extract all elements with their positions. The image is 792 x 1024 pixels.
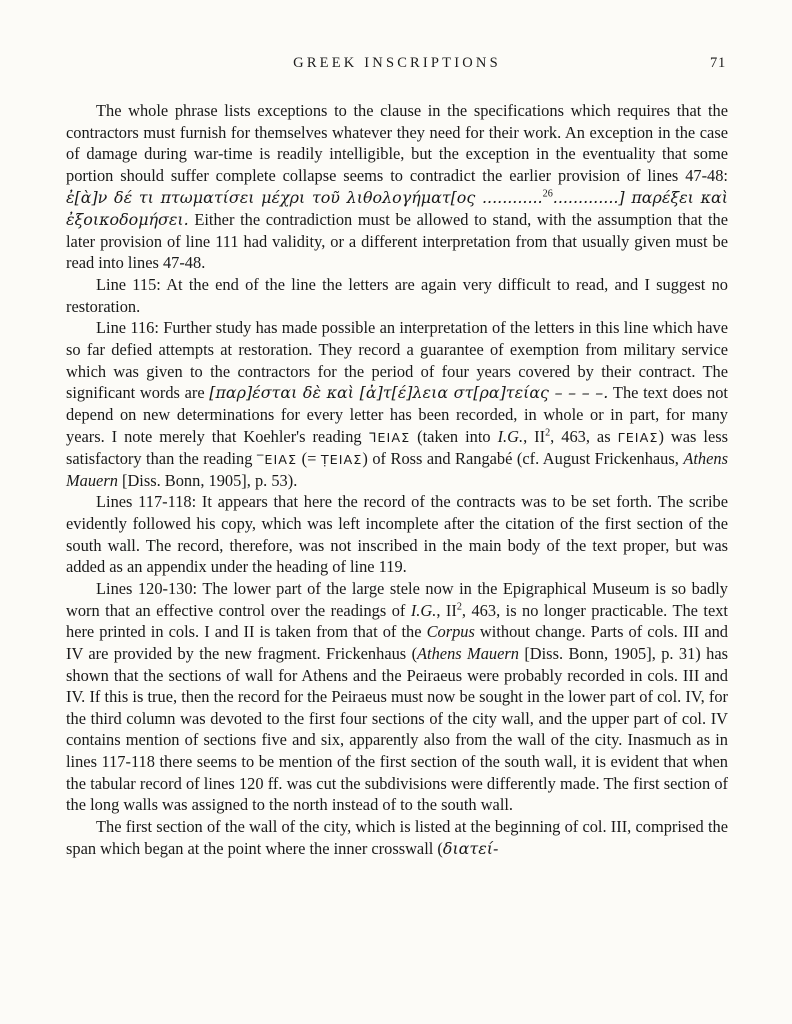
text-run: ) was less satisfactory than the reading bbox=[66, 426, 728, 468]
running-title: GREEK INSCRIPTIONS bbox=[293, 55, 501, 71]
text-run: (= bbox=[297, 448, 321, 468]
cited-work-title: I.G. bbox=[497, 426, 524, 446]
epigraphic-reading: ᒣEIAΣ bbox=[368, 430, 411, 446]
text-run: ) of Ross and Rangabé (cf. August Frickenhaus, bbox=[362, 448, 684, 468]
text-run: [Diss. Bonn, 1905], p. 31) has shown that the sections of wall for Athens and the Peiraeus were probably recorded in cols. III and IV. If this is true, then the record for the Peiraeus must now be sought in the lower part of col. IV, for the third column was devoted to the first four sections of the city wall, and the upper part of col. IV contains mention of sections five and six, apparently also from the wall of the city. Inasmuch as in lines 117-118 there seems to be mention of the first section of the south wall, it is evident that when the tabular record of lines 120 ff. was cut the subdivisions were differently made. The first section of the long walls was assigned to the north instead of to the south wall. bbox=[66, 643, 728, 815]
paragraph bbox=[66, 100, 728, 274]
superscript: 26 bbox=[542, 188, 553, 200]
cited-work-title: Athens Mauern bbox=[66, 448, 728, 490]
epigraphic-reading: ΓEIAΣ bbox=[617, 430, 659, 446]
text-run: Lines 117-118: It appears that here the record of the contracts was to be set forth. The scribe evidently followed his copy, which was left incomplete after the citation of the first section of the south wall. The record, therefore, was not inscribed in the main body of the text proper, but was added as an appendix under the heading of line 119. bbox=[66, 492, 728, 577]
cited-work-title: I.G. bbox=[410, 600, 437, 620]
paragraph bbox=[66, 274, 728, 317]
superscript: 2 bbox=[545, 427, 551, 439]
text-run: (taken into bbox=[410, 426, 498, 446]
epigraphic-reading: ‾EIAΣ bbox=[256, 452, 298, 468]
greek-text: .............] παρέξει καὶ ἐξοικοδομήσει. bbox=[66, 187, 728, 229]
text-run: , 463, is no longer practicable. The text here printed in cols. I and II is taken from that of the bbox=[66, 600, 728, 642]
text-run: Either the contradiction must be allowed to stand, with the assumption that the later provision of line 111 had validity, or a different interpretation from that usually given must be read into lines 47-48. bbox=[66, 209, 728, 273]
text-run: , 463, as bbox=[550, 426, 618, 446]
page-number: 71 bbox=[710, 55, 726, 71]
page-header bbox=[66, 54, 728, 76]
text-run: The whole phrase lists exceptions to the clause in the specifications which requires that the contractors must furnish for themselves whatever they need for their work. An exception in the case of damage during war-time is readily intelligible, but the exception in the eventuality that some portion should suffer complete collapse seems to contradict the earlier provision of lines 47-48: bbox=[66, 101, 728, 185]
cited-work-title: Corpus bbox=[426, 622, 475, 642]
epigraphic-reading: ṬEIAΣ bbox=[320, 452, 363, 468]
greek-text: [παρ]έσται δὲ καὶ [ἀ]τ[έ]λεια στ[ρα]τείας – – – –. bbox=[209, 383, 609, 403]
paragraph bbox=[66, 816, 728, 860]
text-run: Line 115: At the end of the line the letters are again very difficult to read, and I suggest no restoration. bbox=[66, 274, 728, 316]
superscript: 2 bbox=[456, 601, 462, 613]
greek-text: διατεί- bbox=[442, 838, 499, 858]
page-body bbox=[66, 100, 728, 860]
cited-work-title: Athens Mauern bbox=[417, 643, 519, 663]
text-run: , II bbox=[436, 600, 457, 620]
text-run: Line 116: Further study has made possible an interpretation of the letters in this line which have so far defied attempts at restoration. They record a guarantee of exemption from military service which was given to the contractors for the period of four years covered by their contract. The significant words are bbox=[66, 318, 728, 403]
text-run: without change. Parts of cols. III and IV are provided by the new fragment. Frickenhaus ( bbox=[66, 622, 728, 663]
paragraph bbox=[66, 491, 728, 578]
text-run: The text does not depend on new determinations for every letter has been recorded, in whole or in part, for many years. I note merely that Koehler's reading bbox=[66, 383, 728, 446]
paragraph bbox=[66, 317, 728, 491]
text-run: Lines 120-130: The lower part of the large stele now in the Epigraphical Museum is so badly worn that an effective control over the readings of bbox=[66, 578, 728, 620]
text-run: [Diss. Bonn, 1905], p. 53). bbox=[117, 470, 298, 490]
greek-text: ἐ[ὰ]ν δέ τι πτωματίσει μέχρι τοῦ λιθολογήματ[ος ............ bbox=[66, 187, 543, 207]
text-run: , II bbox=[523, 426, 546, 446]
paragraph bbox=[66, 578, 728, 816]
text-run: The first section of the wall of the city, which is listed at the beginning of col. III, comprised the span which began at the point where the inner crosswall ( bbox=[66, 817, 728, 858]
